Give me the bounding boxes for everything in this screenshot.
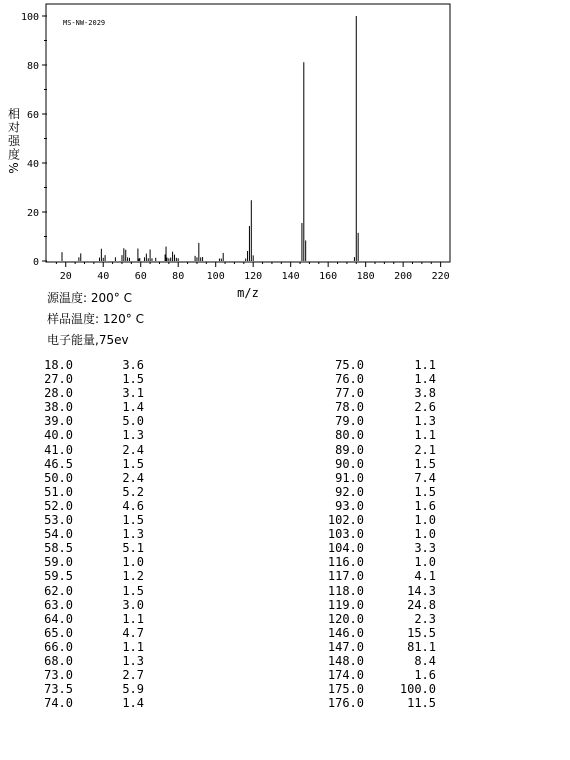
relative-intensity-value: 3.8 — [414, 386, 436, 401]
relative-intensity-value: 1.2 — [122, 569, 144, 584]
mz-value: 92.0 — [335, 484, 364, 499]
x-tick-label: 100 — [206, 271, 225, 282]
mz-value: 175.0 — [327, 682, 364, 697]
y-axis-label-char: % — [7, 162, 21, 174]
relative-intensity-value: 1.3 — [414, 414, 436, 429]
relative-intensity-value: 5.9 — [122, 682, 144, 697]
mz-value: 74.0 — [44, 696, 73, 711]
x-tick-label: 20 — [59, 271, 72, 282]
condition-line: 源温度: 200° C — [47, 291, 132, 305]
x-tick-label: 60 — [134, 271, 147, 282]
y-axis-label-char: 相 — [7, 107, 21, 121]
relative-intensity-value: 14.3 — [407, 583, 436, 598]
mz-value: 174.0 — [327, 668, 364, 683]
y-axis-label — [7, 106, 21, 174]
mz-value: 176.0 — [327, 696, 364, 711]
mz-value: 68.0 — [44, 653, 73, 668]
relative-intensity-value: 11.5 — [407, 696, 436, 711]
x-tick-label: 140 — [281, 271, 300, 282]
mz-value: 38.0 — [44, 400, 73, 415]
relative-intensity-value: 81.1 — [407, 639, 436, 654]
relative-intensity-value: 4.6 — [122, 498, 144, 513]
relative-intensity-value: 1.4 — [414, 372, 436, 387]
x-tick-label: 200 — [394, 271, 413, 282]
mz-value: 73.5 — [44, 682, 73, 697]
relative-intensity-value: 1.4 — [122, 696, 144, 711]
relative-intensity-value: 1.5 — [122, 372, 144, 387]
relative-intensity-value: 2.7 — [122, 668, 144, 683]
relative-intensity-value: 1.1 — [122, 639, 144, 654]
mz-value: 18.0 — [44, 358, 73, 372]
relative-intensity-value: 1.4 — [122, 400, 144, 415]
relative-intensity-value: 8.4 — [414, 653, 436, 668]
x-tick-label: 220 — [431, 271, 450, 282]
y-axis-label-char: 对 — [7, 120, 21, 135]
mz-value: 27.0 — [44, 372, 73, 387]
mz-value: 59.0 — [44, 555, 73, 570]
mz-value: 117.0 — [327, 569, 364, 584]
mass-spectrum-chart — [0, 0, 570, 305]
relative-intensity-value: 2.1 — [414, 442, 436, 457]
condition-line: 电子能量,75ev — [47, 333, 129, 347]
relative-intensity-value: 3.1 — [122, 386, 144, 401]
mz-value: 50.0 — [44, 470, 73, 485]
relative-intensity-value: 3.6 — [122, 358, 144, 372]
mz-value: 73.0 — [44, 668, 73, 683]
y-tick-label: 0 — [32, 257, 39, 268]
relative-intensity-value: 4.7 — [122, 625, 144, 640]
mz-value: 64.0 — [44, 611, 73, 626]
x-tick-label: 180 — [356, 271, 375, 282]
relative-intensity-value: 1.5 — [414, 484, 436, 499]
mz-value: 89.0 — [335, 442, 364, 457]
mz-value: 80.0 — [335, 428, 364, 443]
axis-ticks — [21, 12, 450, 282]
relative-intensity-value: 1.6 — [414, 668, 436, 683]
relative-intensity-value: 1.5 — [122, 456, 144, 471]
mz-value: 78.0 — [335, 400, 364, 415]
mz-value: 148.0 — [327, 653, 364, 668]
y-tick-label: 40 — [26, 159, 39, 170]
relative-intensity-value: 3.0 — [122, 597, 144, 612]
x-tick-label: 40 — [97, 271, 110, 282]
x-tick-label: 80 — [172, 271, 185, 282]
relative-intensity-value: 1.1 — [414, 358, 436, 372]
relative-intensity-value: 5.1 — [122, 541, 144, 556]
mz-value: 54.0 — [44, 527, 73, 542]
relative-intensity-value: 1.5 — [122, 583, 144, 598]
mz-value: 62.0 — [44, 583, 73, 598]
y-tick-label: 100 — [20, 12, 39, 23]
mz-value: 147.0 — [327, 639, 364, 654]
relative-intensity-value: 100.0 — [399, 682, 436, 697]
y-tick-label: 20 — [26, 208, 39, 219]
relative-intensity-value: 4.1 — [414, 569, 436, 584]
mz-value: 65.0 — [44, 625, 73, 640]
mz-value: 93.0 — [335, 498, 364, 513]
spectrum-label: MS-NW-2029 — [63, 19, 106, 27]
mz-value: 76.0 — [335, 372, 364, 387]
relative-intensity-value: 15.5 — [407, 625, 436, 640]
relative-intensity-value: 1.1 — [414, 428, 436, 443]
y-tick-label: 60 — [26, 110, 39, 121]
relative-intensity-value: 3.3 — [414, 541, 436, 556]
mz-value: 77.0 — [335, 386, 364, 401]
mz-value: 63.0 — [44, 597, 73, 612]
mz-value: 104.0 — [327, 541, 364, 556]
relative-intensity-value: 5.2 — [122, 484, 144, 499]
mz-value: 119.0 — [327, 597, 364, 612]
relative-intensity-value: 1.5 — [414, 456, 436, 471]
mz-value: 53.0 — [44, 513, 73, 528]
mz-value: 91.0 — [335, 470, 364, 485]
y-tick-label: 80 — [26, 61, 39, 72]
mz-value: 102.0 — [327, 513, 364, 528]
relative-intensity-value: 7.4 — [414, 470, 436, 485]
mz-value: 58.5 — [44, 541, 73, 556]
peaks-layer — [62, 16, 358, 261]
relative-intensity-value: 1.0 — [414, 555, 436, 570]
mz-value: 28.0 — [44, 386, 73, 401]
mz-value: 51.0 — [44, 484, 73, 499]
mz-value: 116.0 — [327, 555, 364, 570]
mz-value: 66.0 — [44, 639, 73, 654]
relative-intensity-value: 1.5 — [122, 513, 144, 528]
mz-value: 118.0 — [327, 583, 364, 598]
relative-intensity-value: 2.4 — [122, 470, 144, 485]
mz-value: 52.0 — [44, 498, 73, 513]
x-tick-label: 120 — [244, 271, 263, 282]
relative-intensity-value: 1.1 — [122, 611, 144, 626]
mz-value: 39.0 — [44, 414, 73, 429]
mz-value: 59.5 — [44, 569, 73, 584]
plot-frame — [46, 4, 450, 262]
relative-intensity-value: 2.6 — [414, 400, 436, 415]
y-axis-label-char: 强 — [7, 134, 21, 148]
relative-intensity-value: 2.3 — [414, 611, 436, 626]
relative-intensity-value: 5.0 — [122, 414, 144, 429]
condition-line: 样品温度: 120° C — [47, 312, 144, 326]
mz-value: 41.0 — [44, 442, 73, 457]
mz-value: 90.0 — [335, 456, 364, 471]
mz-value: 79.0 — [335, 414, 364, 429]
mz-value: 103.0 — [327, 527, 364, 542]
y-axis-label-char: 度 — [7, 147, 21, 162]
x-axis-label: m/z — [237, 286, 259, 300]
mz-value: 75.0 — [335, 358, 364, 372]
relative-intensity-value: 1.3 — [122, 428, 144, 443]
x-tick-label: 160 — [319, 271, 338, 282]
mz-value: 40.0 — [44, 428, 73, 443]
mz-value: 46.5 — [44, 456, 73, 471]
relative-intensity-value: 1.0 — [414, 527, 436, 542]
relative-intensity-value: 1.0 — [414, 513, 436, 528]
relative-intensity-value: 1.3 — [122, 527, 144, 542]
relative-intensity-value: 24.8 — [407, 597, 436, 612]
mz-value: 120.0 — [327, 611, 364, 626]
mz-value: 146.0 — [327, 625, 364, 640]
relative-intensity-value: 2.4 — [122, 442, 144, 457]
relative-intensity-value: 1.3 — [122, 653, 144, 668]
relative-intensity-value: 1.6 — [414, 498, 436, 513]
relative-intensity-value: 1.0 — [122, 555, 144, 570]
